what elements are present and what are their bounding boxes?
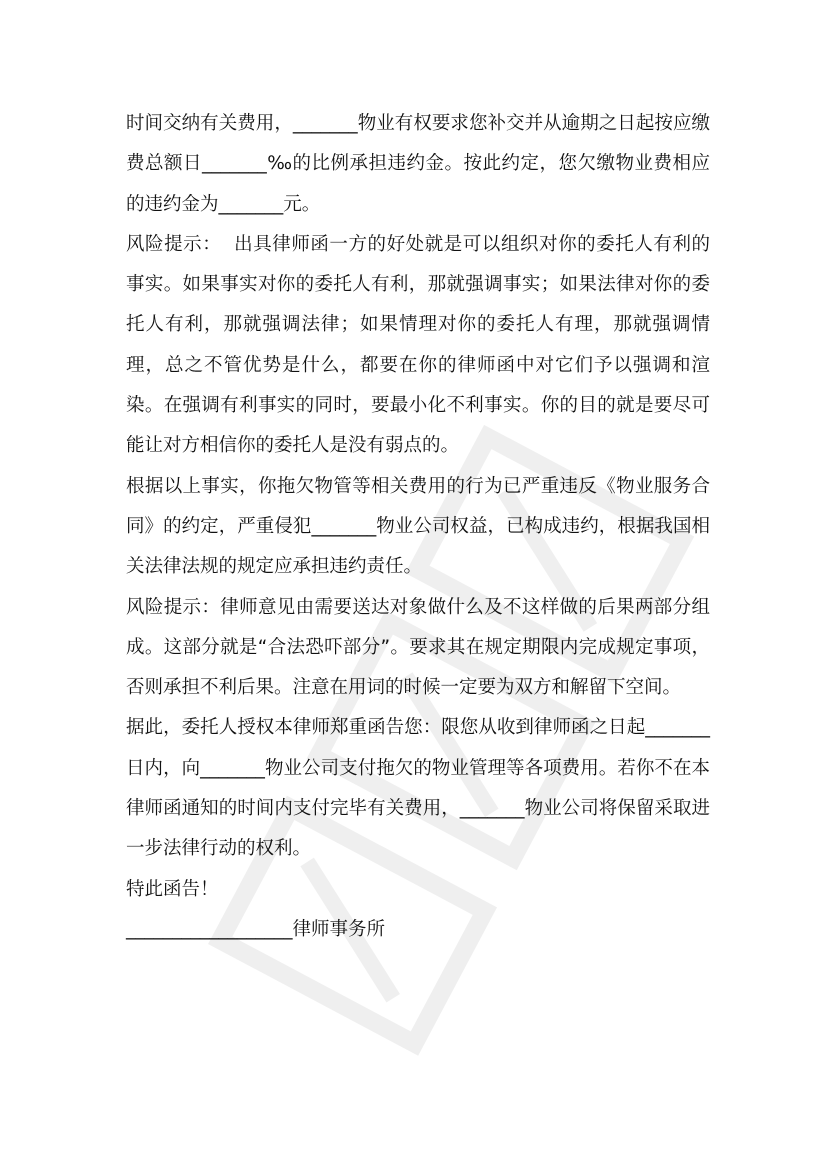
paragraph-risk-tip-1: 风险提示： 出具律师函一方的好处就是可以组织对你的委托人有利的事实。如果事实对你的委托人有利，那就强调事实；如果法律对你的委托人有利，那就强调法律；如果情理对你的委托人有理，那就强调情理，总之不管优势是什么，都要在你的律师函中对它们予以强调和渲染。在强调有利事实的同时，要最小化不利事实。你的目的就是要尽可能让对方相信你的委托人是没有弱点的。 [126,233,710,457]
signature-law-firm: __________________律师事务所 [126,918,386,940]
paragraph-risk-tip-2: 风险提示：律师意见由需要送达对象做什么及不这样做的后果两部分组成。这部分就是“合法恐吓部分”。要求其在规定期限内完成规定事项，否则承担不利后果。注意在用词的时候一定要为双方和解留下空间。 [126,596,710,699]
paragraph-demand: 据此，委托人授权本律师郑重函告您：限您从收到律师函之日起_______日内，向_______物业公司支付拖欠的物业管理等各项费用。若你不在本律师函通知的时间内支付完毕有关费用，_______物业公司将保留采取进一步法律行动的权利。 [126,717,710,860]
paragraph-closing: 特此函告！ [126,878,219,900]
letter-body [126,104,710,950]
paragraph-late-fee: 时间交纳有关费用，_______物业有权要求您补交并从逾期之日起按应缴费总额日_______‰的比例承担违约金。按此约定，您欠缴物业费相应的违约金为_______元。 [126,113,710,215]
paragraph-breach: 根据以上事实，你拖欠物管等相关费用的行为已严重违反《物业服务合同》的约定，严重侵犯_______物业公司权益，已构成违约，根据我国相关法律法规的规定应承担违约责任。 [126,475,710,578]
